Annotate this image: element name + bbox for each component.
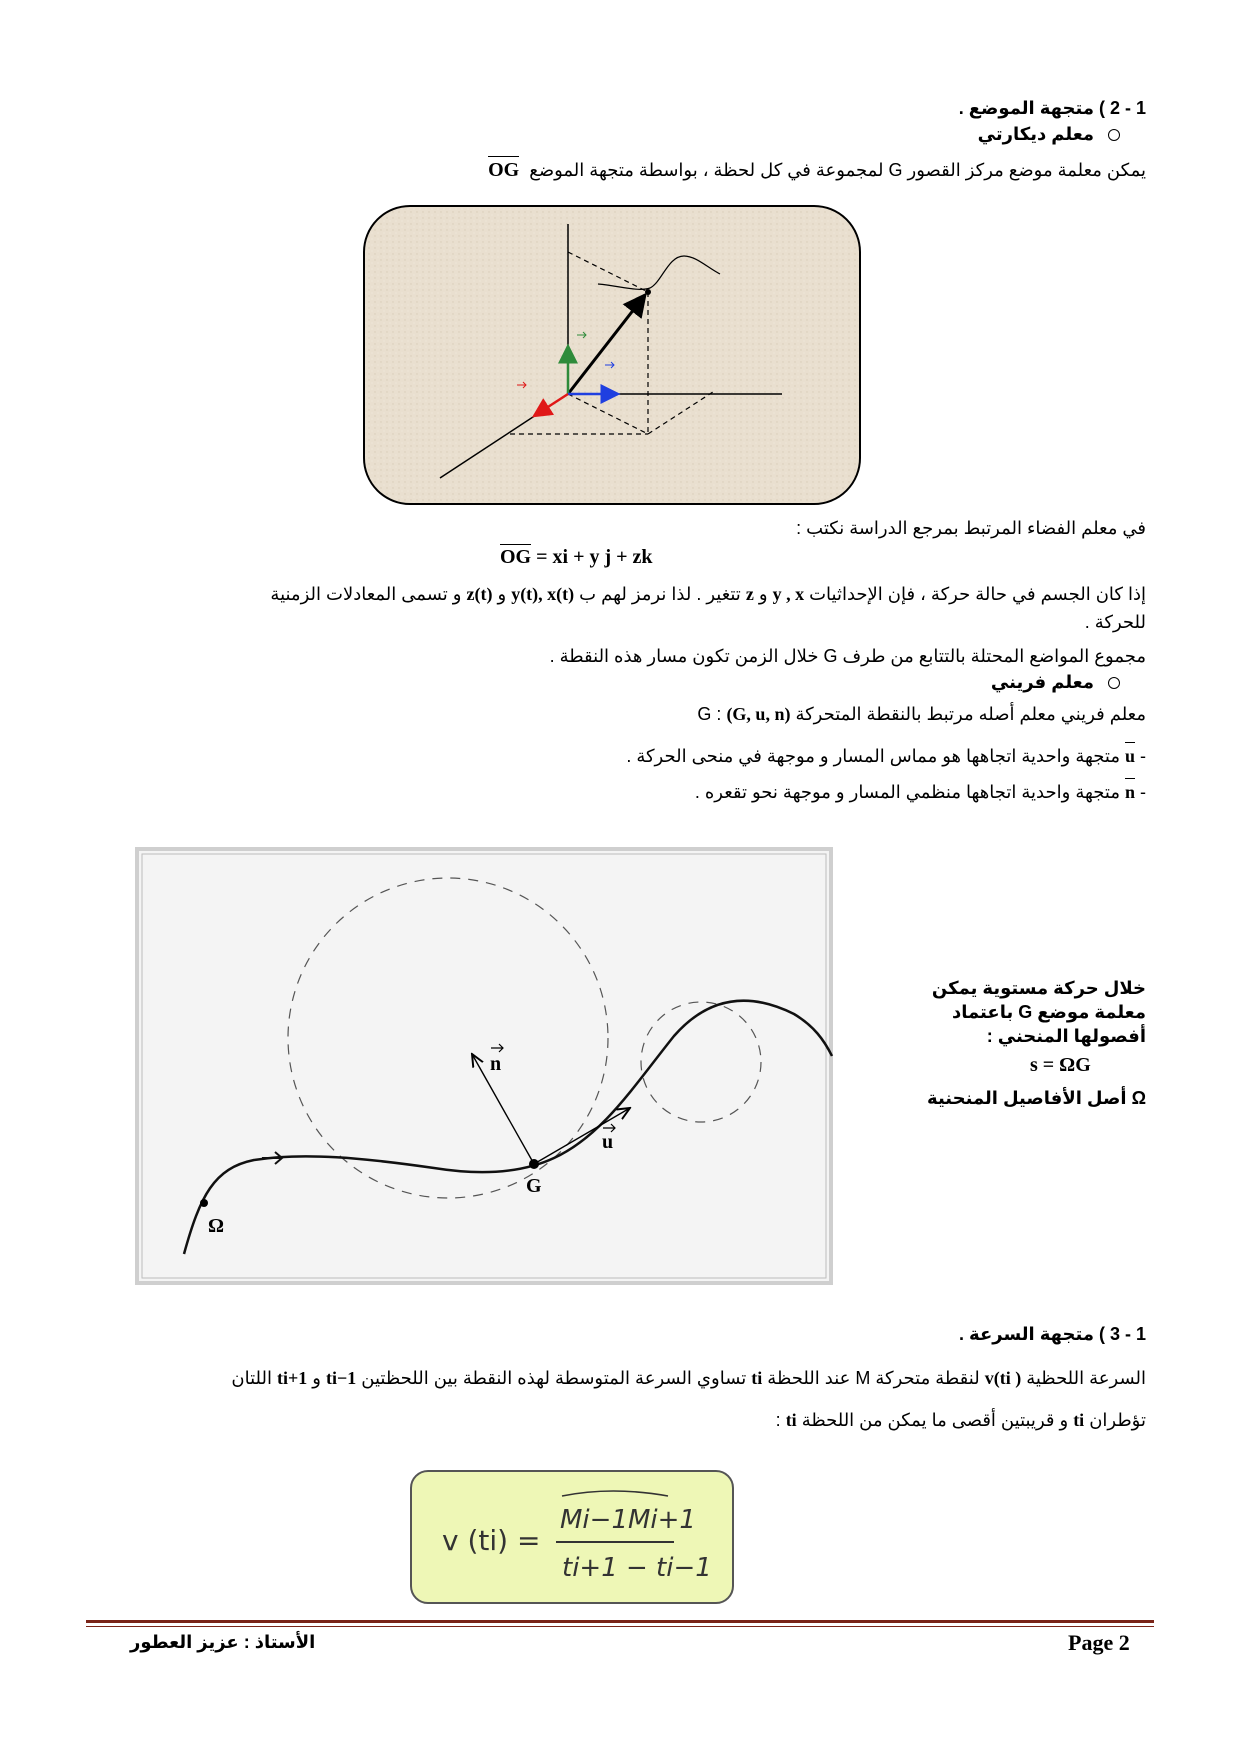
section-heading-position: 1 - 2 ) متجهة الموضع .	[958, 98, 1146, 118]
side-note-line-1: خلال حركة مستوية يمكن	[931, 978, 1146, 998]
cartesian-title-text: معلم ديكارتي	[977, 124, 1094, 144]
page-number: Page 2	[1068, 1630, 1130, 1655]
velocity-t-ip1: ti+1	[277, 1368, 308, 1388]
velocity-and: و	[312, 1368, 321, 1388]
velocity-text-e: تؤطران	[1089, 1410, 1146, 1430]
motion-text-c: و تسمى المعادلات الزمنية	[270, 584, 462, 604]
formula-lhs: v (ti) =	[442, 1524, 541, 1557]
g-label: G	[526, 1175, 542, 1197]
omega-point	[200, 1199, 208, 1207]
frenet-figure-svg	[134, 846, 834, 1286]
og-vector-label: OG	[488, 159, 520, 181]
velocity-text-b: لنقطة متحركة M عند اللحظة	[767, 1368, 980, 1388]
velocity-formula-svg	[412, 1472, 732, 1602]
section-heading-velocity: 1 - 3 ) متجهة السرعة .	[959, 1324, 1146, 1344]
equation-rhs: = xi + y j + zk	[536, 546, 653, 568]
cartesian-figure-svg	[362, 204, 862, 506]
motion-line-1	[270, 582, 1146, 606]
velocity-ti-2: ti	[1073, 1410, 1085, 1430]
position-equation	[500, 546, 653, 569]
footer-rule	[86, 1620, 1154, 1623]
velocity-ti: ti	[751, 1368, 763, 1388]
side-note-origin	[927, 1086, 1146, 1110]
motion-var-z: z	[745, 584, 754, 604]
origin-symbol: Ω	[1131, 1088, 1146, 1108]
velocity-text-f: و قريبتين أقصى ما يمكن من اللحظة	[801, 1410, 1069, 1430]
frenet-title-text: معلم فريني	[990, 672, 1094, 692]
equation-lhs: OG	[500, 546, 532, 568]
velocity-text-d: اللتان	[231, 1368, 272, 1388]
frenet-triplet: (G, u, n)	[726, 704, 791, 724]
velocity-text-a: السرعة اللحظية	[1026, 1368, 1146, 1388]
bullet-icon	[1108, 129, 1120, 141]
n-desc-text: متجهة واحدية اتجاهها منظمي المسار و موجهة نحو تقعره .	[694, 782, 1120, 802]
arc-length-formula: s = ΩG	[1030, 1054, 1091, 1076]
motion-funcs-xy: y(t), x(t)	[511, 584, 575, 604]
u-label: u	[602, 1131, 614, 1153]
formula-numerator: Mi−1Mi+1	[560, 1505, 696, 1535]
velocity-colon: :	[775, 1410, 781, 1430]
frenet-frame-title	[991, 670, 1120, 694]
frenet-definition	[697, 702, 1146, 726]
frenet-figure	[134, 846, 834, 1286]
motion-func-z: z(t)	[466, 584, 493, 604]
frenet-def-text: معلم فريني معلم أصله مرتبط بالنقطة المتحركة G :	[697, 704, 1146, 724]
cartesian-figure	[362, 204, 862, 506]
velocity-formula-box	[410, 1470, 734, 1604]
bullet-icon-2	[1108, 677, 1120, 689]
velocity-t-im1: ti−1	[326, 1368, 357, 1388]
cartesian-frame-title	[978, 122, 1120, 146]
side-note-line-3: أفصولها المنحني :	[986, 1026, 1146, 1046]
velocity-ti-3: ti	[785, 1410, 797, 1430]
motion-vars-xy: y , x	[772, 584, 805, 604]
side-note-line-2: معلمة موضع G باعتماد	[951, 1002, 1146, 1022]
motion-and: و	[758, 584, 768, 604]
formula-denominator: ti+1 − ti−1	[562, 1553, 712, 1583]
intro-text: يمكن معلمة موضع مركز القصور G لمجموعة في كل لحظة ، بواسطة متجهة الموضع	[529, 160, 1146, 180]
trajectory-text: مجموع المواضع المحتلة بالتتابع من طرف G خلال الزمن تكون مسار هذه النقطة .	[549, 646, 1146, 666]
origin-text: أصل الأفاصيل المنحنية	[927, 1088, 1127, 1108]
motion-and-2: و	[497, 584, 507, 604]
velocity-v-ti: v(ti )	[984, 1368, 1022, 1388]
n-vector-label: n	[1124, 782, 1135, 802]
intro-line	[488, 158, 1146, 182]
velocity-line-2	[776, 1408, 1146, 1432]
motion-text-b: تتغير . لذا نرمز لهم ب	[579, 584, 741, 604]
author-name: الأستاذ : عزيز العطور	[130, 1632, 316, 1652]
n-label: n	[490, 1053, 502, 1075]
velocity-text-c: تساوي السرعة المتوسطة لهذه النقطة بين اللحظتين	[361, 1368, 747, 1388]
space-text: في معلم الفضاء المرتبط بمرجع الدراسة نكتب :	[796, 518, 1146, 538]
omega-label: Ω	[208, 1215, 225, 1237]
motion-line-2: للحركة .	[1084, 612, 1146, 632]
velocity-line-1	[231, 1366, 1146, 1390]
motion-text-a: إذا كان الجسم في حالة حركة ، فإن الإحداثيات	[809, 584, 1146, 604]
u-description: - u متجهة واحدية اتجاهها هو مماس المسار و موجهة في منحى الحركة .	[626, 746, 1146, 766]
u-vector-label: u	[1124, 746, 1135, 766]
footer-rule-thin	[86, 1626, 1154, 1627]
n-description: - n متجهة واحدية اتجاهها منظمي المسار و موجهة نحو تقعره .	[694, 782, 1146, 802]
u-desc-text: متجهة واحدية اتجاهها هو مماس المسار و موجهة في منحى الحركة .	[626, 746, 1120, 766]
